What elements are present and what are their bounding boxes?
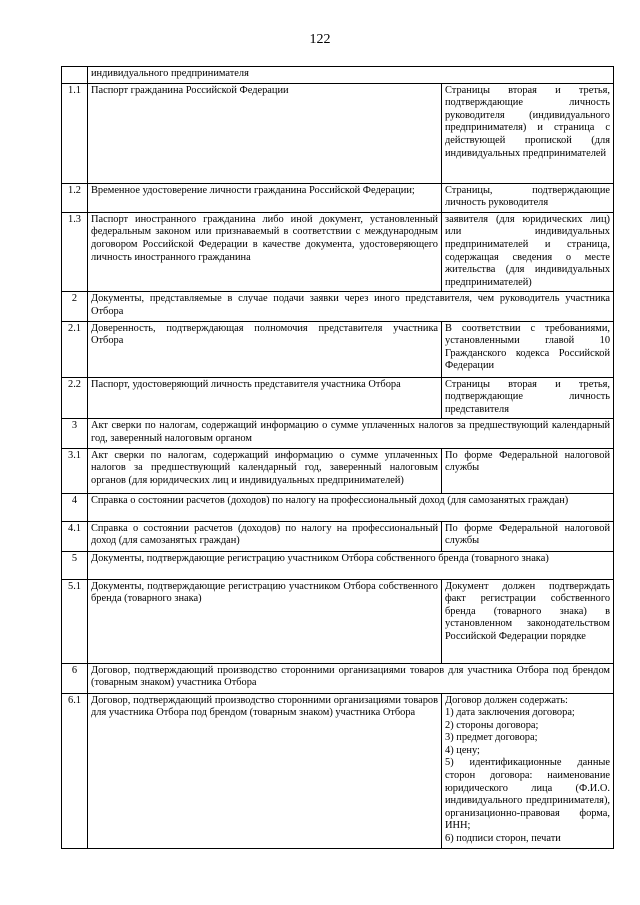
document-name: Документы, подтверждающие регистрацию участником Отбора собственного бренда (товарного знака) <box>88 579 442 663</box>
requirement-line: 2) стороны договора; <box>445 719 539 731</box>
document-requirements: В соответствии с требованиями, установленными главой 10 Гражданского кодекса Российской Федерации <box>442 321 614 377</box>
row-number: 4 <box>62 493 88 521</box>
section-row <box>62 419 614 448</box>
section-title: индивидуального предпринимателя <box>88 67 614 84</box>
document-name: Паспорт, удостоверяющий личность представителя участника Отбора <box>88 377 442 419</box>
row-number: 2.2 <box>62 377 88 419</box>
page-number: 122 <box>309 32 331 47</box>
requirement-line: 6) подписи сторон, печати <box>445 833 561 845</box>
row-number: 6.1 <box>62 693 88 848</box>
row-number: 4.1 <box>62 521 88 551</box>
item-row <box>62 212 614 292</box>
section-title: Договор, подтверждающий производство сторонними организациями товаров для участника Отбора под брендом (товарным знаком) участника Отбора <box>88 663 614 693</box>
requirement-line: 4) цену; <box>445 744 480 756</box>
document-requirements: Страницы, подтверждающие личность руководителя <box>442 183 614 212</box>
document-name: Справка о состоянии расчетов (доходов) по налогу на профессиональный доход (для самозанятых граждан) <box>88 521 442 551</box>
item-row <box>62 521 614 551</box>
row-number: 5.1 <box>62 579 88 663</box>
item-row <box>62 579 614 663</box>
item-row <box>62 83 614 183</box>
row-number: 2 <box>62 292 88 321</box>
document-requirements: Страницы вторая и третья, подтверждающие личность руководителя (индивидуального предпринимателя) и страница с действующей пропиской (для индивидуальных предпринимателей <box>442 83 614 183</box>
document-requirements: Страницы вторая и третья, подтверждающие личность представителя <box>442 377 614 419</box>
requirement-line: 3) предмет договора; <box>445 732 538 744</box>
document-requirements: По форме Федеральной налоговой службы <box>442 448 614 493</box>
document-name: Временное удостоверение личности гражданина Российской Федерации; <box>88 183 442 212</box>
section-row <box>62 663 614 693</box>
document-name: Договор, подтверждающий производство сторонними организациями товаров для участника Отбора под брендом (товарным знаком) участника Отбора <box>88 693 442 848</box>
document-requirements: По форме Федеральной налоговой службы <box>442 521 614 551</box>
section-row <box>62 67 614 84</box>
section-title: Акт сверки по налогам, содержащий информацию о сумме уплаченных налогов за предшествующий календарный год, заверенный налоговым органом <box>88 419 614 448</box>
row-number: 5 <box>62 551 88 579</box>
documents-table <box>61 66 614 849</box>
section-row <box>62 551 614 579</box>
section-row <box>62 493 614 521</box>
row-number: 6 <box>62 663 88 693</box>
section-title: Документы, представляемые в случае подачи заявки через иного представителя, чем руководитель участника Отбора <box>88 292 614 321</box>
row-number: 2.1 <box>62 321 88 377</box>
item-row <box>62 183 614 212</box>
requirement-line: 1) дата заключения договора; <box>445 707 575 719</box>
document-name: Доверенность, подтверждающая полномочия представителя участника Отбора <box>88 321 442 377</box>
document-requirements: Документ должен подтверждать факт регистрации собственного бренда (товарного знака) в установленном законодательством Российской Федерации порядке <box>442 579 614 663</box>
row-number: 1.2 <box>62 183 88 212</box>
row-number: 1.1 <box>62 83 88 183</box>
document-requirements <box>442 693 614 848</box>
row-number: 3.1 <box>62 448 88 493</box>
document-requirements: заявителя (для юридических лиц) или индивидуальных предпринимателей и страница, содержащая сведения о месте жительства (для индивидуальных предпринимателей) <box>442 212 614 292</box>
requirement-line: 5) идентификационные данные сторон договора: наименование юридического лица (Ф.И.О. индивидуального предпринимателя), организационно-правовая форма, ИНН; <box>445 757 611 832</box>
document-name: Паспорт иностранного гражданина либо иной документ, установленный федеральным законом или признаваемый в соответствии с международным договором Российской Федерации в качестве документа, удостоверяющего личность иностранного гражданина <box>88 212 442 292</box>
requirement-line: Договор должен содержать: <box>445 694 568 706</box>
item-row <box>62 693 614 848</box>
document-name: Паспорт гражданина Российской Федерации <box>88 83 442 183</box>
section-title: Справка о состоянии расчетов (доходов) по налогу на профессиональный доход (для самозанятых граждан) <box>88 493 614 521</box>
row-number: 1.3 <box>62 212 88 292</box>
item-row <box>62 377 614 419</box>
item-row <box>62 321 614 377</box>
item-row <box>62 448 614 493</box>
section-title: Документы, подтверждающие регистрацию участником Отбора собственного бренда (товарного знака) <box>88 551 614 579</box>
row-number <box>62 67 88 84</box>
section-row <box>62 292 614 321</box>
row-number: 3 <box>62 419 88 448</box>
document-name: Акт сверки по налогам, содержащий информацию о сумме уплаченных налогов за предшествующий календарный год, заверенный налоговым органов (для юридических лиц и индивидуальных предпринимателей) <box>88 448 442 493</box>
